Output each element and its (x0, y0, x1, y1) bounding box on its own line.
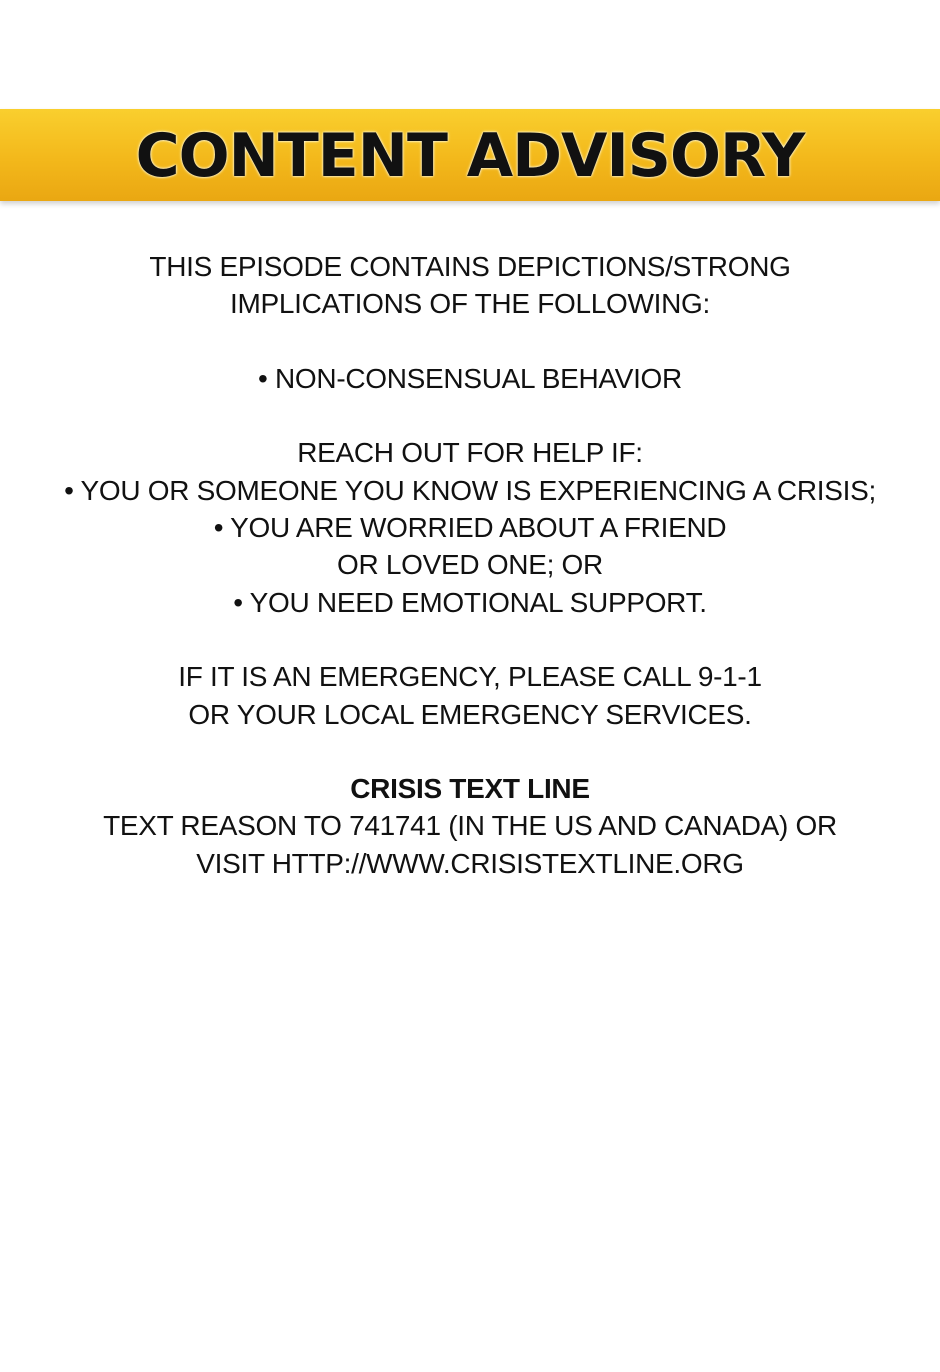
warning-item: • NON-CONSENSUAL BEHAVIOR (258, 362, 682, 394)
crisis-line-text: TEXT REASON TO 741741 (IN THE US AND CANADA) OR (103, 810, 837, 842)
spacer (0, 397, 940, 434)
help-item: • YOU OR SOMEONE YOU KNOW IS EXPERIENCING A CRISIS; (64, 474, 876, 506)
help-item: • YOU NEED EMOTIONAL SUPPORT. (233, 586, 707, 618)
crisis-line-title: CRISIS TEXT LINE (350, 773, 590, 805)
emergency-line-1: IF IT IS AN EMERGENCY, PLEASE CALL 9-1-1 (178, 661, 762, 693)
advisory-banner (0, 109, 940, 201)
banner-title: CONTENT ADVISORY (135, 121, 805, 191)
intro-line-1: THIS EPISODE CONTAINS DEPICTIONS/STRONG (149, 251, 791, 282)
emergency-line-2: OR YOUR LOCAL EMERGENCY SERVICES. (188, 698, 752, 730)
advisory-body (0, 248, 940, 882)
spacer (0, 621, 940, 658)
spacer (0, 733, 940, 770)
help-heading: REACH OUT FOR HELP IF: (297, 437, 643, 469)
intro-line-2: IMPLICATIONS OF THE FOLLOWING: (229, 288, 711, 320)
help-item: • YOU ARE WORRIED ABOUT A FRIEND (213, 512, 727, 544)
crisis-line-url[interactable]: VISIT HTTP://WWW.CRISISTEXTLINE.ORG (196, 847, 744, 879)
spacer (0, 323, 940, 360)
help-item: OR LOVED ONE; OR (337, 549, 603, 581)
